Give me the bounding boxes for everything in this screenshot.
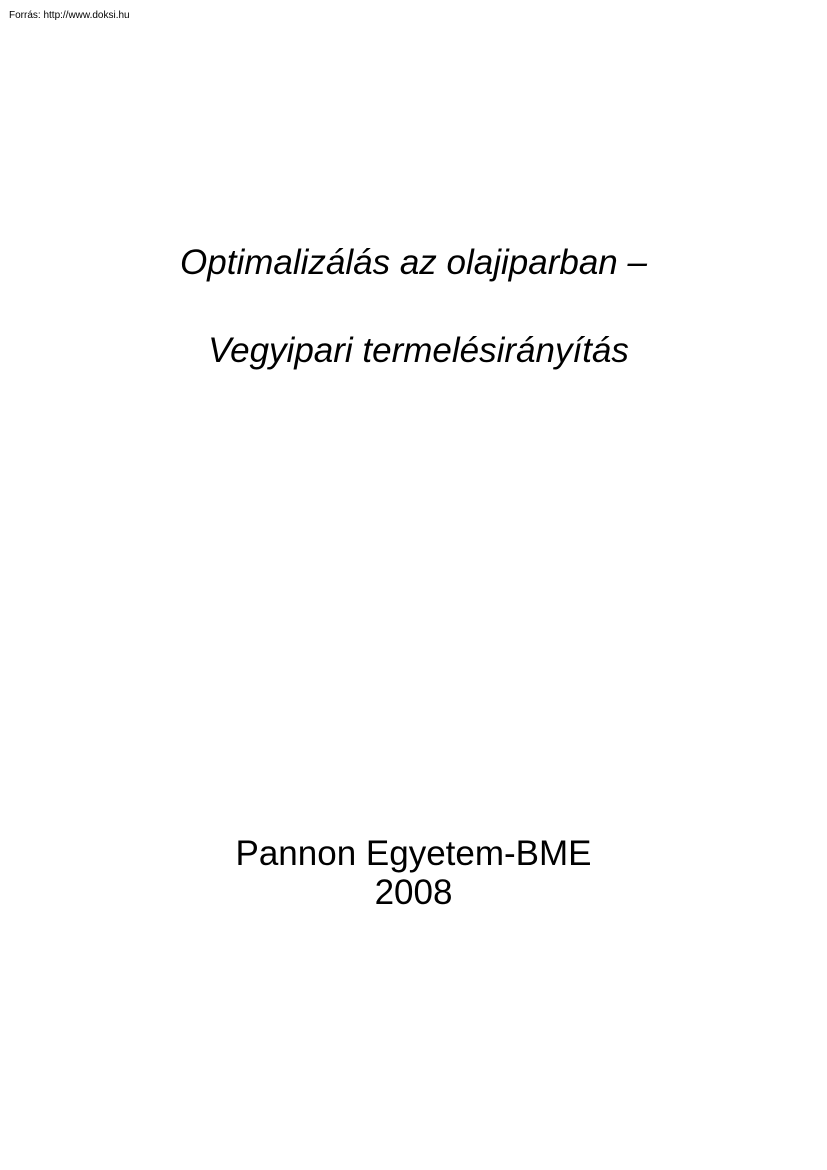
publication-year: 2008 bbox=[374, 873, 453, 912]
source-note: Forrás: http://www.doksi.hu bbox=[9, 10, 130, 21]
document-title-line-1: Optimalizálás az olajiparban – bbox=[180, 243, 647, 282]
institution-name: Pannon Egyetem-BME bbox=[235, 834, 592, 873]
document-title-line-2: Vegyipari termelésirányítás bbox=[208, 331, 629, 370]
